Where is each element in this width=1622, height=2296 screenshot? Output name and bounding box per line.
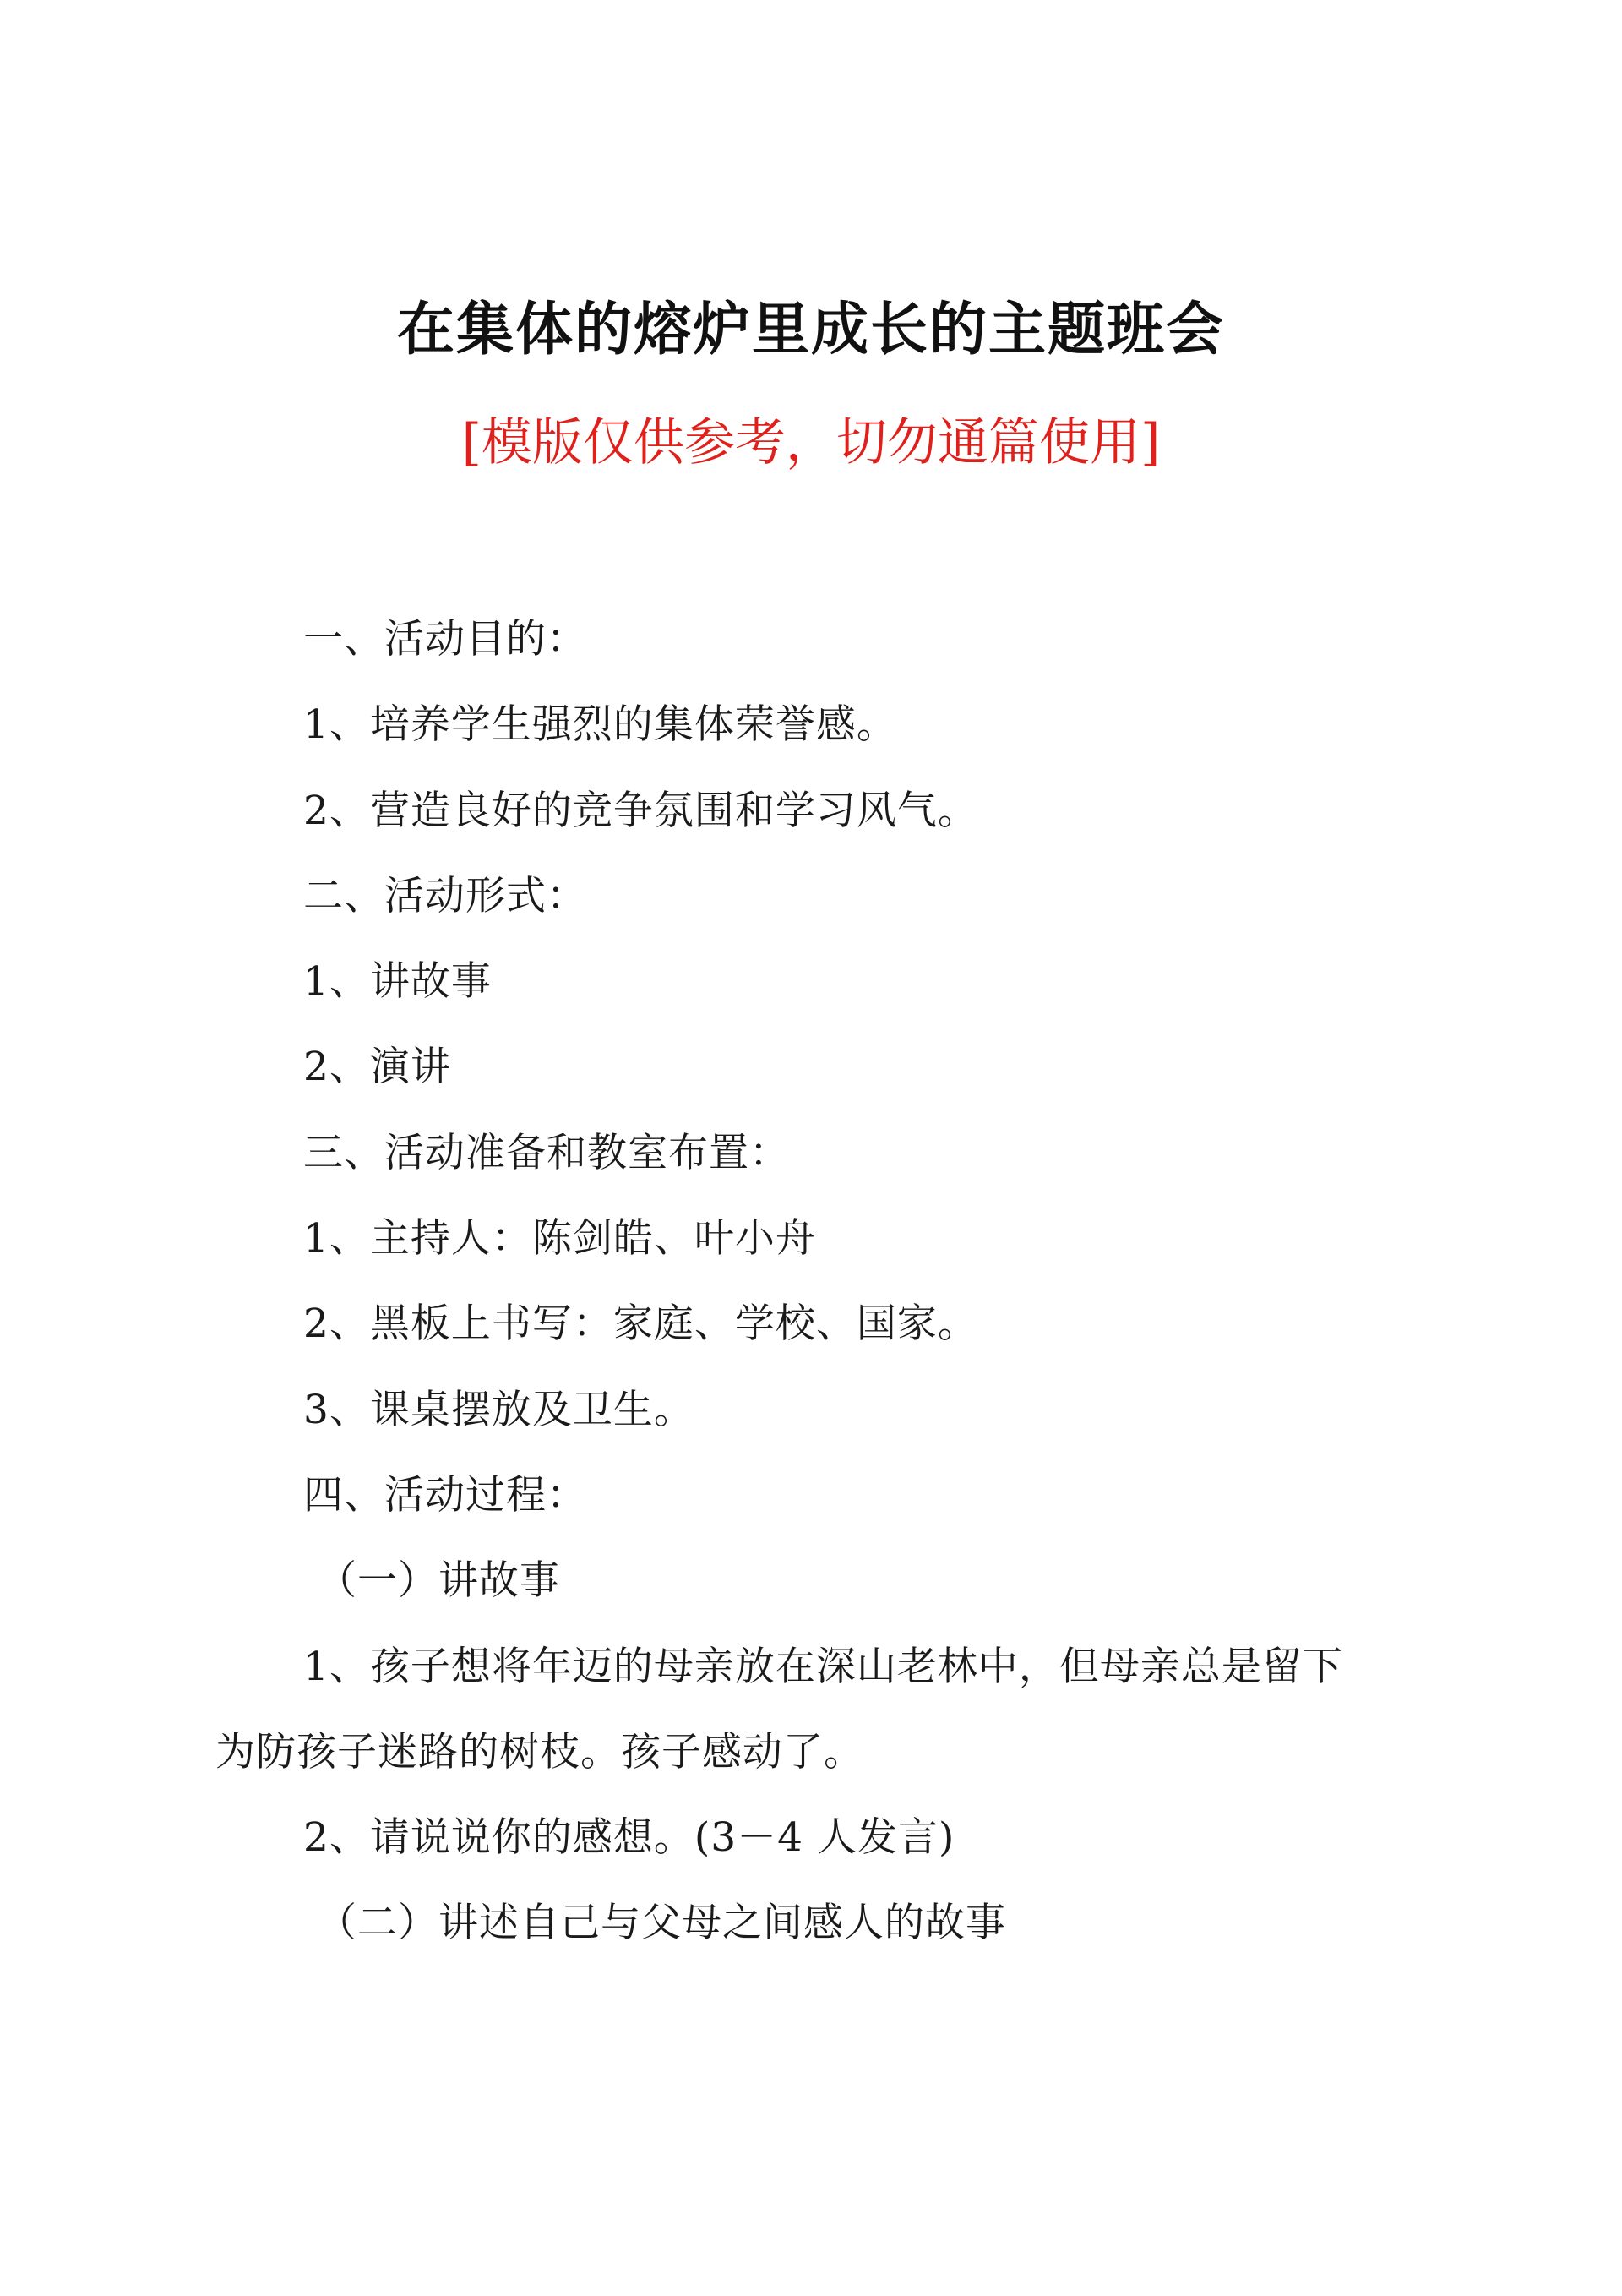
list-item: 1、培养学生强烈的集体荣誉感。 — [303, 701, 897, 749]
list-item-continuation: 为防孩子迷路的树枝。孩子感动了。 — [215, 1728, 864, 1775]
subsection-heading-parents-story: （二）讲述自己与父母之间感人的故事 — [317, 1900, 1006, 1947]
list-item: 1、讲故事 — [303, 958, 492, 1006]
list-item: 2、黑板上书写：家庭、学校、国家。 — [303, 1301, 978, 1348]
list-item: 1、主持人：陈剑皓、叶小舟 — [303, 1215, 816, 1263]
list-item: 1、孩子想将年迈的母亲放在深山老林中，但母亲总是留下 — [303, 1643, 1343, 1690]
section-heading-format: 二、活动形式： — [303, 872, 587, 919]
template-notice: [模版仅供参考，切勿通篇使用] — [461, 413, 1161, 472]
document-title: 在集体的熔炉里成长的主题班会 — [396, 296, 1225, 363]
section-heading-process: 四、活动过程： — [303, 1471, 587, 1519]
section-heading-preparation: 三、活动准备和教室布置： — [303, 1129, 790, 1176]
list-item: 2、演讲 — [303, 1044, 451, 1091]
section-heading-purpose: 一、活动目的： — [303, 616, 587, 663]
subsection-heading-story: （一）讲故事 — [317, 1557, 560, 1605]
list-item: 2、请说说你的感想。(3－4 人发言) — [303, 1814, 955, 1862]
list-item: 3、课桌摆放及卫生。 — [303, 1386, 694, 1433]
list-item: 2、营造良好的竞争氛围和学习风气。 — [303, 787, 978, 834]
document-body — [215, 597, 1415, 1966]
